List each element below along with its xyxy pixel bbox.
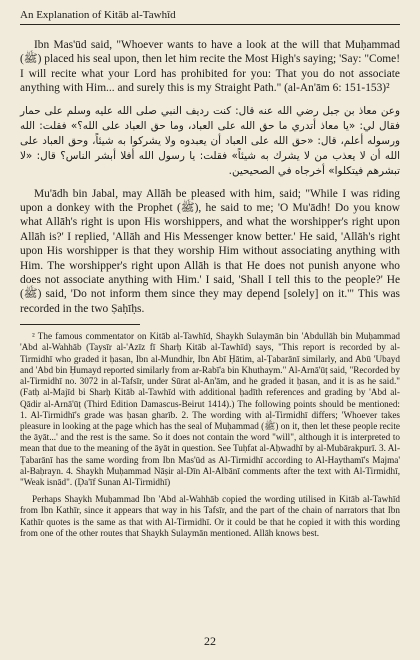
header-rule (20, 24, 400, 25)
footnote-2: ² The famous commentator on Kitāb al-Tawhīd, Shaykh Sulaymān bin 'Abdullāh bin Muḥammad 'Abd al-Wahhāb (Taysīr al-'Azīz fī Sharḥ Kitāb al-Tawhīd) says, "This report is recorded by al-Tirmidhī who graded it ḥasan, Ibn al-Mundhir, Ibn Abī Ḥātim, al-Ṭabarānī similarly, and Abū 'Ubayd and 'Abd bin Ḥumayd reported similarly from ar-Rabī'a bin Khuthaym." Al-Arnā'ūṭ said, "Recorded by al-Tirmidhī no. 3072 in al-Tafsīr, under Sūrat al-An'ām, and he graded it ḥasan, and it is as he said." (Fatḥ al-Majīd bi Sharḥ Kitāb al-Tawhīd with additional ḥadīth references and grading by 'Abd al-Qādir al-Arnā'ūṭ (Third Edition Damascus-Beirut 1414).) The following points should be mentioned: 1. Al-Tirmidhī's grade was ḥasan gharīb. 2. The wording with al-Tirmidhī differs; 'Whoever takes pleasure in looking at the page which has the seal of Muḥammad (ﷺ) on it, then let these people recite the āyāt...' and the rest is the same. So it does not contain the word "will", although it is interpreted to mean that due to the meaning of the āyāt in question. See Tuḥfat al-Aḥwadhī by al-Mubārakpurī. 3. Al-Ṭabarānī has the same wording from Ibn Mas'ūd as Al-Tirmidhī according to Al-Haythamī's Majma' al-Baḥrayn. 4. Shaykh Muḥammad Nāṣir al-Dīn Al-Albānī comments after the text with Al-Tirmidhī, "Weak isnād". (Ḍa'īf Sunan Al-Tirmidhī) (20, 331, 400, 487)
footnote-2-continued: Perhaps Shaykh Muḥammad Ibn 'Abd al-Wahhāb copied the wording utilised in Kitāb al-Tawhīd from Ibn Kathīr, since it appears that way in his Tafsīr, and the part of the chain of narrators that Ibn Kathīr quotes is the same as that with Al-Tirmidhī. Or it could be that he copied it with this wording from one of the other routes that Shaykh Sulaymān mentioned. Allāh knows best. (20, 494, 400, 538)
page-number: 22 (204, 634, 216, 648)
paragraph-muadh: Mu'ādh bin Jabal, may Allāh be pleased with him, said; "While I was riding upon a donkey with the Prophet (ﷺ), he said to me; 'O Mu'ādh! Do you know what Allāh's right is upon His worshippers, and what the worshipper's right upon Allāh is?' I replied, 'Allāh and His Messenger know better.' He said, 'Allāh's right upon His worshipper is that they worship Him without associating anything with Him. The worshipper's right upon Allāh is that He does not punish anyone who does not associate anything with Him.' I said, 'Shall I tell this to the people?' He (ﷺ) said, 'Do not inform them since they may depend [solely] on it.'" This was recorded in the two Ṣaḥīḥs. (20, 187, 400, 315)
footnote-rule (20, 324, 140, 325)
paragraph-ibn-masud: Ibn Mas'ūd said, "Whoever wants to have a look at the will that Muḥammad (ﷺ) placed his seal upon, then let him recite the Most High's saying; 'Say: "Come! I will recite what your Lord has prohibited for you: That you do not associate anything with Him... and surely this is my Straight Path." (al-An'ām 6: 151-153)² (20, 39, 400, 95)
arabic-hadith-text: وعن معاذ بن جبل رضي الله عنه قال: كنت رديف النبي صلى الله عليه وسلم على حمار فقال لي: «يا معاذ أتدري ما حق الله على العباد، وما حق العباد على الله؟» فقلت: الله ورسوله أعلم، قال: «حق الله على العباد أن يعبدوه ولا يشركوا به شيئاً، وحق العباد على الله أن لا يعذب من لا يشرك به شيئاً» فقلت: يا رسول الله أفلا أبشر الناس؟ قال: «لا تبشرهم فيتكلوا» أخرجاه في الصحيحين. (20, 104, 400, 177)
running-header: An Explanation of Kitāb al-Tawhīd (20, 9, 176, 21)
page-body (20, 38, 400, 539)
